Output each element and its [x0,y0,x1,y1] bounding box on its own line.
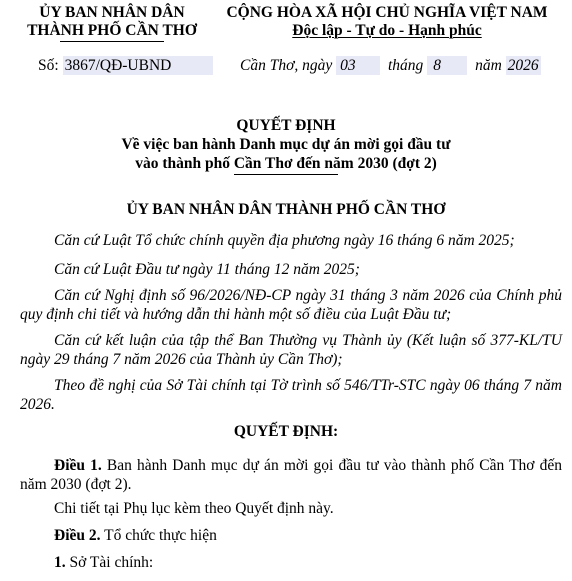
date-place: Cần Thơ, ngày [240,57,333,74]
issuing-agency [8,4,216,42]
legal-basis-1: Căn cứ Luật Tổ chức chính quyền địa phương ngày 16 tháng 6 năm 2025; [54,232,515,249]
subject-line-1: Về việc ban hành Danh mục dự án mời gọi đầu tư [121,136,451,153]
date-year: 2026 [507,57,539,74]
legal-basis-3: Căn cứ Nghị định số 96/2026/NĐ-CP ngày 31 tháng 3 năm 2026 của Chính phủ quy định chi tiết và hướng dẫn thi hành một số điều của Luật Đầu tư; [20,287,562,323]
item-1-label: 1. [54,554,66,571]
article-2-label: Điều 2. [54,527,101,544]
agency-line-2: THÀNH PHỐ CẦN THƠ [27,22,197,39]
national-header [214,4,560,40]
article-1-detail: Chi tiết tại Phụ lục kèm theo Quyết định này. [54,500,334,517]
decision-heading: QUYẾT ĐỊNH: [233,423,339,440]
date-year-label: năm [475,57,502,74]
article-2 [20,526,562,545]
title-underline [234,174,338,175]
motto: Độc lập - Tự do - Hạnh phúc [292,22,482,39]
legal-basis-5: Theo đề nghị của Sở Tài chính tại Tờ trình số 546/TTr-STC ngày 06 tháng 7 năm 2026. [20,377,562,413]
article-1-label: Điều 1. [54,457,102,474]
article-1 [20,456,562,494]
document-number [38,56,213,75]
agency-underline [60,41,164,42]
item-1-text: Sở Tài chính: [65,554,154,571]
subject-line-2: vào thành phố Cần Thơ đến năm 2030 (đợt 2) [135,155,437,172]
motto-wrap [214,22,560,40]
document-date [240,56,541,75]
legal-basis-2: Căn cứ Luật Đầu tư ngày 11 tháng 12 năm 2025; [54,261,360,278]
document-title [0,116,572,175]
date-month-label: tháng [388,57,424,74]
doc-type: QUYẾT ĐỊNH [236,117,336,134]
issuing-authority: ỦY BAN NHÂN DÂN THÀNH PHỐ CẦN THƠ [126,201,446,218]
article-2-text: Tổ chức thực hiện [100,527,217,544]
agency-line-1: ỦY BAN NHÂN DÂN [39,4,185,21]
number-value: 3867/QĐ-UBND [63,56,213,75]
nation-name: CỘNG HÒA XÃ HỘI CHỦ NGHĨA VIỆT NAM [226,4,548,21]
legal-basis-4: Căn cứ kết luận của tập thể Ban Thường vụ Thành ủy (Kết luận số 377-KL/TU ngày 29 tháng 7 năm 2026 của Thành ủy Cần Thơ); [20,332,562,368]
date-day: 03 [336,56,380,75]
item-1 [20,553,562,572]
article-1-text: Ban hành Danh mục dự án mời gọi đầu tư vào thành phố Cần Thơ đến năm 2030 (đợt 2). [20,457,563,493]
date-month: 8 [427,56,467,75]
number-label: Số: [38,57,59,74]
